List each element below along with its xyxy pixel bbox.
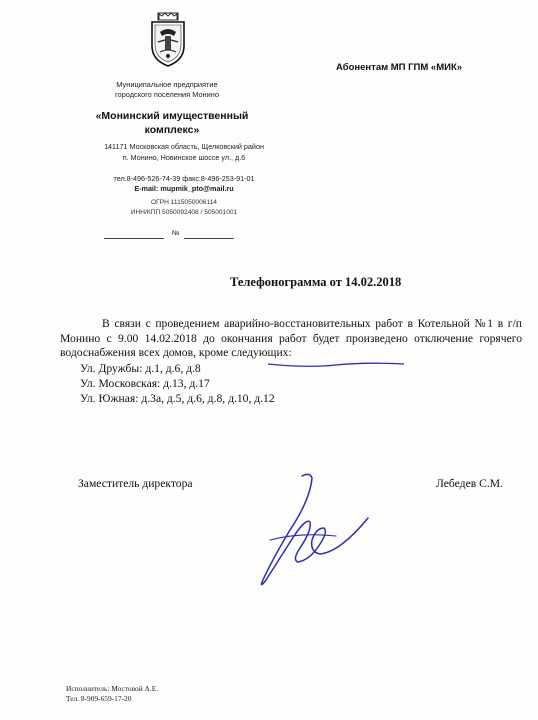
handwritten-underline xyxy=(266,354,406,370)
document-title: Телефонограмма от 14.02.2018 xyxy=(230,275,402,289)
sender-address-line1: 141171 Московская область, Щелковский район xyxy=(104,142,264,151)
body-paragraph: В связи с проведением аварийно-восстановительных работ в Котельной №1 в г/п Монино с 9.00 14.02.2018 до окончания работ будет произведено отключение горячего водоснабжения всех домов, кроме следующих: xyxy=(60,317,522,359)
sender-registration xyxy=(100,198,268,217)
document-footer xyxy=(66,684,158,704)
number-blank-line xyxy=(184,238,234,239)
sender-org-type-line2: городского поселения Монино xyxy=(115,90,219,99)
sender-contacts xyxy=(100,174,268,194)
sender-org-name xyxy=(82,109,262,137)
street-item: Ул. Московская: д.13, д.17 xyxy=(80,376,210,390)
sender-phone: тел.8-496-526-74-39 факс:8-496-253-91-01 xyxy=(113,174,255,183)
signatory-position: Заместитель директора xyxy=(78,477,193,490)
outgoing-number-line xyxy=(104,230,254,240)
street-item: Ул. Южная: д.3а, д.5, д.6, д.8, д.10, д.12 xyxy=(80,391,275,405)
coat-of-arms-icon xyxy=(148,12,188,68)
sender-address-line2: п. Монино, Новинское шоссе ул., д.6 xyxy=(122,152,246,162)
sender-address xyxy=(90,142,278,163)
executor-name: Исполнитель: Мостовой А.Е. xyxy=(66,684,159,693)
sender-ogrn: ОГРН 1115050006114 xyxy=(151,199,217,206)
recipient: Абонентам МП ГПМ «МИК» xyxy=(336,62,463,73)
date-blank-line xyxy=(104,238,164,239)
street-item: Ул. Дружбы: д.1, д.6, д.8 xyxy=(80,361,201,375)
sender-org-name-line1: «Монинский имущественный xyxy=(95,110,249,122)
sender-org-type-line1: Муниципальное предприятие xyxy=(116,80,218,89)
handwritten-signature xyxy=(240,470,380,590)
number-sign: № xyxy=(172,230,180,237)
sender-email: E-mail: mupmik_pto@mail.ru xyxy=(134,184,234,193)
sender-org-name-line2: комплекс» xyxy=(144,124,200,136)
executor-phone: Тел. 8-909-659-17-20 xyxy=(66,694,132,703)
sender-org-type xyxy=(98,80,236,100)
sender-inn-kpp: ИНН/КПП 5050092408 / 505001001 xyxy=(130,208,238,216)
signatory-name: Лебедев С.М. xyxy=(436,477,503,490)
